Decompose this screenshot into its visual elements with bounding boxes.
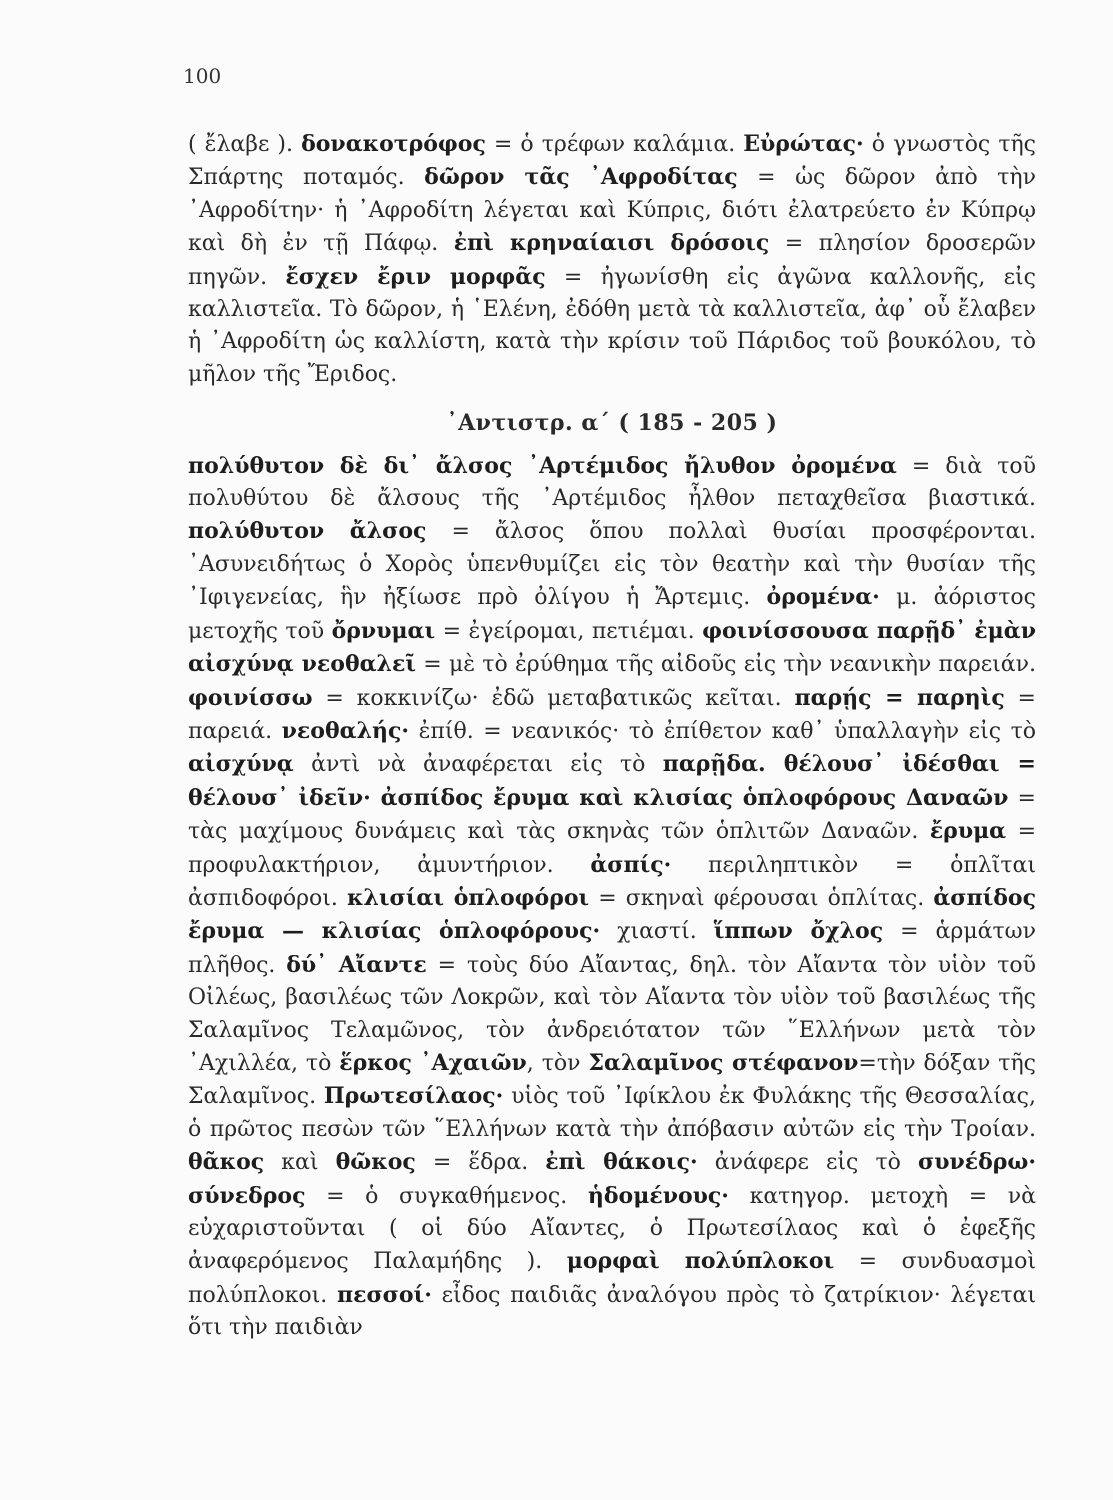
lemma-term: παρῄς = παρηὶς xyxy=(794,684,1005,711)
gloss-text: = ἕδρα. xyxy=(415,1150,546,1176)
lemma-term: ἀσπίς· xyxy=(590,851,672,878)
lemma-term: Εὐρώτας· xyxy=(743,131,864,157)
gloss-text: ὁ γνωστὸς τῆς Σπάρτης ποταμός. xyxy=(188,132,1036,191)
lemma-term: δῶρον τᾶς ᾿Αφροδίτας xyxy=(424,164,738,191)
gloss-text: ἐπίθ. = νεανικός· τὸ ἐπίθετον καθ᾿ ὑπαλλαγὴν εἰς τὸ xyxy=(409,718,1036,744)
lemma-term: ἀσπίδος ἔρυμα — κλισίας ὁπλοφόρους· xyxy=(188,884,1036,945)
gloss-text: = συνδυασμοὶ πολύπλοκοι. xyxy=(188,1249,1036,1308)
gloss-text: κατηγορ. μετοχὴ = νὰ εὐχαριστοῦνται ( οἱ δύο Αἴαντες, ὁ Πρωτεσίλαος καὶ ὁ ἐφεξῆς ἀναφερόμενος Παλαμήδης ). xyxy=(188,1183,1036,1275)
lemma-term: πολύθυτον ἄλσος xyxy=(188,518,427,545)
gloss-text: = ἁρμάτων πλῆθος. xyxy=(188,919,1036,978)
gloss-text: = προφυλακτήριον, ἀμυντήριον. xyxy=(188,819,1037,878)
page-number: 100 xyxy=(183,64,222,88)
lemma-term: θᾶκος xyxy=(188,1149,265,1176)
gloss-text: εἶδος παιδιᾶς ἀναλόγου πρὸς τὸ ζατρίκιον· λέγεται ὅτι τὴν παιδιὰν xyxy=(188,1282,1037,1341)
lemma-term: ἵππων ὄχλος xyxy=(713,918,884,945)
paragraph-1 xyxy=(188,128,1036,391)
gloss-text: = μὲ τὸ ἐρύθημα τῆς αἰδοῦς εἰς τὴν νεανικὴν παρειάν. xyxy=(416,652,1037,678)
lemma-term: θῶκος xyxy=(335,1149,416,1176)
lemma-term: Σαλαμῖνος στέφανον xyxy=(588,1049,859,1076)
lemma-term: ὀρομένα· xyxy=(766,584,880,611)
paragraph-2 xyxy=(188,450,1036,1345)
lemma-term: ἔσχεν ἔριν μορφᾶς xyxy=(285,263,546,290)
lemma-term: αἰσχύνᾳ xyxy=(188,751,294,778)
gloss-text: = ὁ συγκαθήμενος. xyxy=(305,1183,588,1209)
lemma-term: πολύθυτον δὲ δι᾿ ἄλσος ᾿Αρτέμιδος ἤλυθον ὀρομένα xyxy=(188,452,897,479)
lemma-term: δονακοτρόφος xyxy=(301,131,486,157)
gloss-text: = τὰς μαχίμους δυνάμεις καὶ τὰς σκηνὰς τῶν ὁπλιτῶν Δαναῶν. xyxy=(188,785,1036,845)
gloss-text: = ἠγωνίσθη εἰς ἀγῶνα καλλονῆς, εἰς καλλιστεῖα. Τὸ δῶρον, ἡ ῾Ελένη, ἐδόθη μετὰ τὰ καλλιστεῖα, ἀφ᾿ οὗ ἔλαβεν ἡ ᾿Αφροδίτη ὡς καλλίστη, κατὰ τὴν κρίσιν τοῦ Πάριδος τοῦ βουκόλου, τὸ μῆλον τῆς Ἔριδος. xyxy=(188,264,1037,387)
gloss-text: = ἄλσος ὅπου πολλαὶ θυσίαι προσφέρονται. ᾿Ασυνειδήτως ὁ Χορὸς ὑπενθυμίζει εἰς τὸν θεατὴν καὶ τὴν θυσίαν τῆς ᾿Ιφιγενείας, ἣν ἠξίωσε πρὸ ὀλίγου ἡ Ἄρτεμις. xyxy=(188,519,1037,611)
lemma-term: ἐπὶ θάκοις· xyxy=(545,1149,698,1176)
gloss-text: περιληπτικὸν = ὁπλῖται ἀσπιδοφόροι. xyxy=(188,852,1036,911)
lemma-term: συνέδρω· σύνεδρος xyxy=(188,1149,1037,1209)
lemma-term: νεοθαλής· xyxy=(281,717,410,744)
gloss-text: = ὁ τρέφων καλάμια. xyxy=(485,132,744,157)
lemma-term: ἕρκος ᾿Αχαιῶν xyxy=(339,1049,527,1076)
lemma-term: φοινίσσουσα παρῇδ᾿ ἐμὰν αἰσχύνᾳ νεοθαλεῖ xyxy=(188,617,1036,678)
gloss-text: χιαστί. xyxy=(600,919,714,945)
gloss-text: = τοὺς δύο Αἴαντας, δηλ. τὸν Αἴαντα τὸν υἱὸν τοῦ Οἰλέως, βασιλέως τῶν Λοκρῶν, καὶ τὸν Αἴαντα τὸν υἱὸν τοῦ βασιλέως τῆς Σαλαμῖνος Τελαμῶνος, τὸν ἀνδρειότατον τῶν ῞Ελλήνων μετὰ τὸν ᾿Αχιλλέα, τὸ xyxy=(188,952,1036,1076)
lemma-term: Πρωτεσίλαος· xyxy=(323,1083,504,1110)
gloss-text: ἀνάφερε εἰς τὸ xyxy=(697,1150,918,1176)
gloss-text: μ. ἀόριστος μετοχῆς τοῦ xyxy=(188,585,1036,644)
section-heading: ᾿Αντιστρ. α΄ ( 185 - 205 ) xyxy=(446,410,778,437)
gloss-text: ἀντὶ νὰ ἀναφέρεται εἰς τὸ xyxy=(293,752,663,778)
lemma-term: ἡδομένους· xyxy=(587,1182,729,1209)
gloss-text: = παρειά. xyxy=(188,685,1036,744)
lemma-term: πεσσοί· xyxy=(336,1281,432,1308)
commentary-text xyxy=(188,128,1036,1345)
gloss-text: ( ἔλαβε ). xyxy=(188,132,302,157)
gloss-text: καὶ xyxy=(264,1150,336,1176)
lemma-term: ὄρνυμαι xyxy=(331,617,436,644)
gloss-text: , τὸν xyxy=(526,1050,589,1076)
gloss-text: = ἐγείρομαι, πετιέμαι. xyxy=(435,618,703,644)
lemma-term: ἔρυμα xyxy=(929,818,1007,845)
gloss-text: = σκηναὶ φέρουσαι ὁπλίτας. xyxy=(589,885,934,911)
gloss-text: = διὰ τοῦ πολυθύτου δὲ ἄλσους τῆς ᾿Αρτέμιδος ἦλθον πεταχθεῖσα βιαστικά. xyxy=(188,453,1036,512)
lemma-term: ἐπὶ κρηναίαισι δρόσοις xyxy=(453,230,770,257)
gloss-text: = ὡς δῶρον ἀπὸ τὴν ᾿Αφροδίτην· ἡ ᾿Αφροδίτη λέγεται καὶ Κύπρις, διότι ἐλατρεύετο ἐν Κύπρῳ καὶ δὴ ἐν τῇ Πάφῳ. xyxy=(188,165,1036,257)
gloss-text: = κοκκινίζω· ἐδῶ μεταβατικῶς κεῖται. xyxy=(312,685,795,711)
lemma-term: φοινίσσω xyxy=(188,684,313,711)
gloss-text: =τὴν δόξαν τῆς Σαλαμῖνος. xyxy=(188,1050,1036,1110)
lemma-term: παρῇδα. θέλουσ᾿ ἰδέσθαι = θέλουσ᾿ ἰδεῖν· ἀσπίδος ἔρυμα καὶ κλισίας ὁπλοφόρους Δαναῶν xyxy=(188,751,1036,811)
lemma-term: μορφαὶ πολύπλοκοι xyxy=(566,1248,835,1275)
lemma-term: κλισίαι ὁπλοφόροι xyxy=(347,884,590,911)
lemma-term: δύ᾿ Αἴαντε xyxy=(286,951,427,978)
gloss-text: = πλησίον δροσερῶν πηγῶν. xyxy=(188,231,1036,290)
gloss-text: υἱὸς τοῦ ᾿Ιφίκλου ἐκ Φυλάκης τῆς Θεσσαλίας, ὁ πρῶτος πεσὼν τῶν ῞Ελλήνων κατὰ τὴν ἀπόβασιν αὐτῶν εἰς τὴν Τροίαν. xyxy=(188,1084,1036,1142)
